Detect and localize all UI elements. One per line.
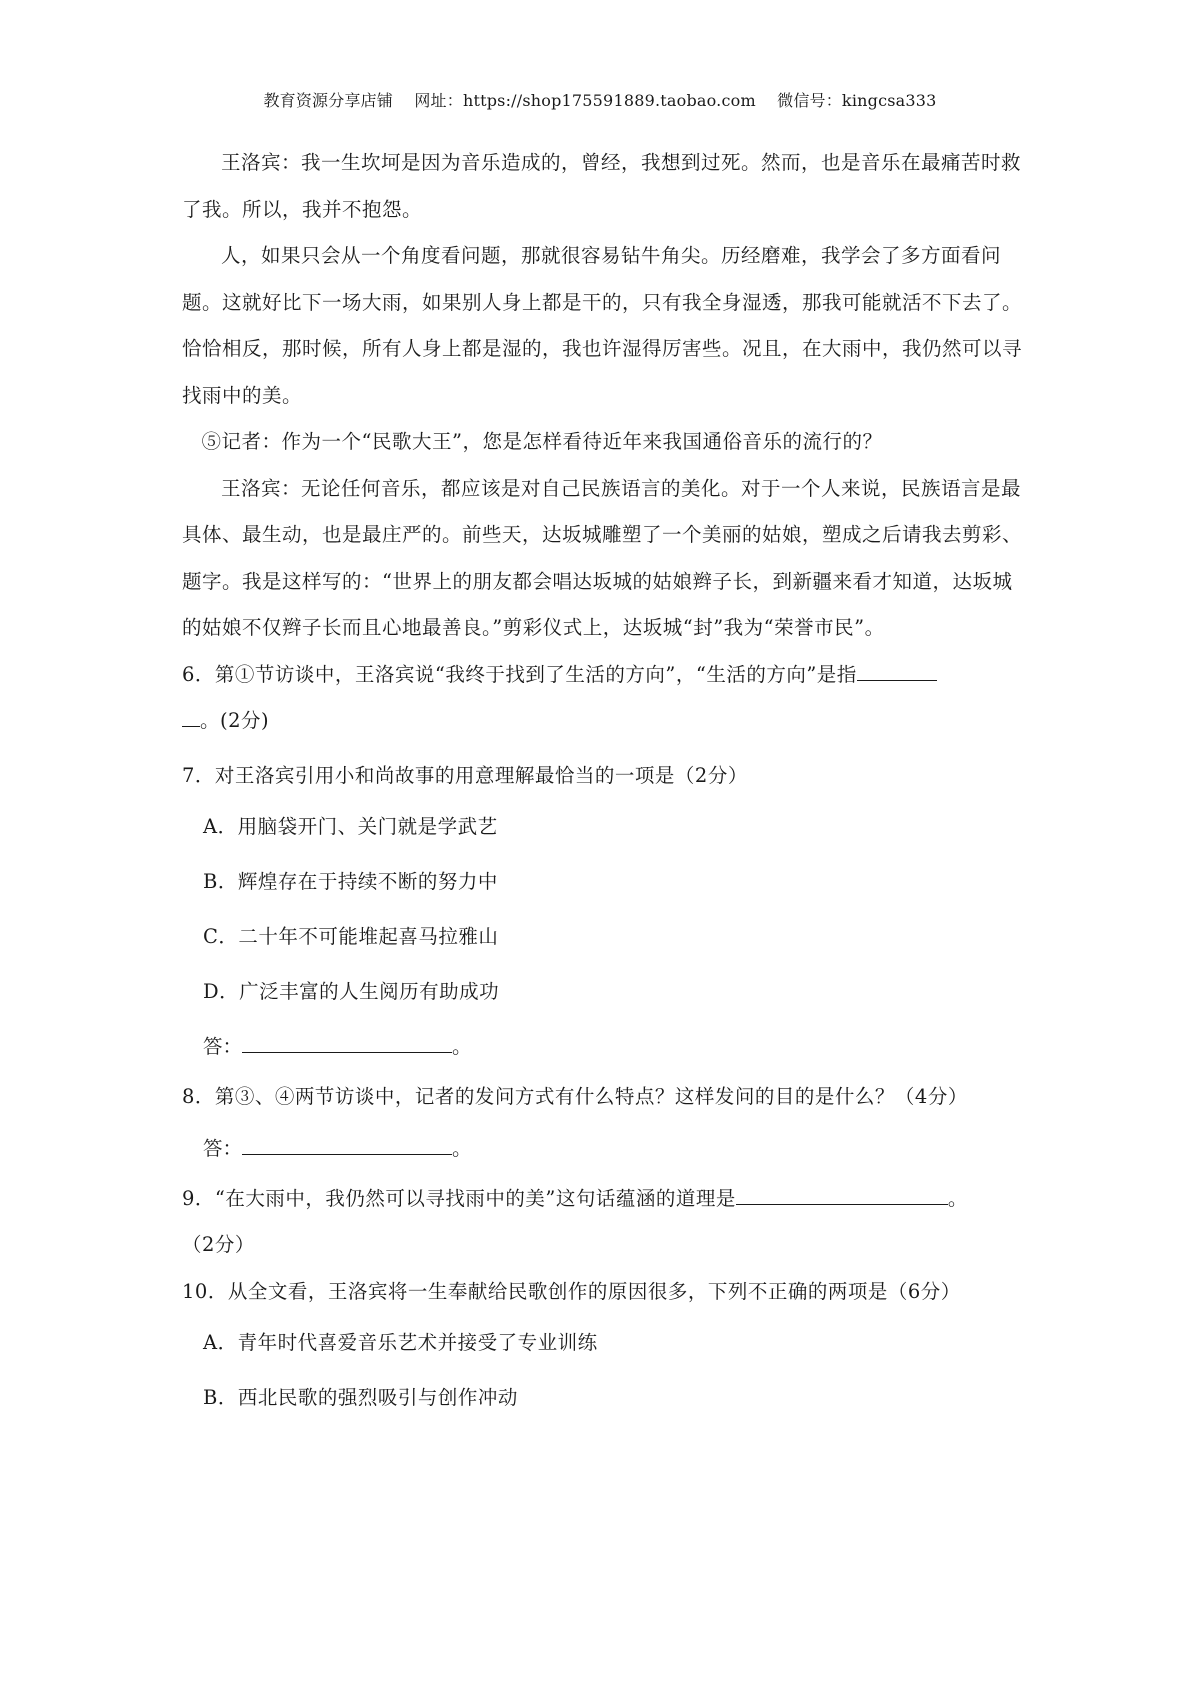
question-7: 7．对王洛宾引用小和尚故事的用意理解最恰当的一项是（2分） [182, 763, 748, 787]
question-10-option-b[interactable]: B．西北民歌的强烈吸引与创作冲动 [203, 1386, 518, 1409]
question-8: 8．第③、④两节访谈中，记者的发问方式有什么特点？这样发问的目的是什么？（4分） [182, 1085, 968, 1108]
question-7-option-b[interactable]: B．辉煌存在于持续不断的努力中 [203, 870, 498, 893]
question-6-blank[interactable] [857, 660, 937, 681]
page-header [0, 88, 1200, 111]
question-10: 10．从全文看，王洛宾将一生奉献给民歌创作的原因很多，下列不正确的两项是（6分） [182, 1279, 961, 1303]
question-7-option-c[interactable]: C．二十年不可能堆起喜马拉雅山 [203, 925, 499, 948]
question-9-blank[interactable] [736, 1184, 948, 1205]
passage-paragraph-2: 人，如果只会从一个角度看问题，那就很容易钻牛角尖。历经磨难，我学会了多方面看问题。这就好比下一场大雨，如果别人身上都是干的，只有我全身湿透，那我可能就活不下去了。恰恰相反，那时候，所有人身上都是湿的，我也许湿得厉害些。况且，在大雨中，我仍然可以寻找雨中的美。 [182, 244, 1023, 407]
question-10-option-a[interactable]: A．青年时代喜爱音乐艺术并接受了专业训练 [203, 1331, 598, 1354]
question-7-option-d[interactable]: D．广泛丰富的人生阅历有助成功 [203, 980, 500, 1003]
document-body [182, 140, 1030, 1425]
header-url: 网址：https://shop175591889.taobao.com [414, 91, 756, 110]
answer-end: 。 [452, 1035, 472, 1058]
answer-label: 答： [203, 1136, 243, 1160]
header-wechat: 微信号：kingcsa333 [777, 91, 937, 110]
question-6-text: 6．第①节访谈中，王洛宾说“我终于找到了生活的方向”，“生活的方向”是指 [182, 662, 857, 686]
answer-end: 。 [452, 1136, 472, 1160]
passage-interview-question-5: ⑤记者：作为一个“民歌大王”，您是怎样看待近年来我国通俗音乐的流行的？ [201, 430, 883, 453]
question-9-end: 。 [947, 1186, 968, 1210]
question-8-answer-blank[interactable] [242, 1134, 452, 1155]
question-6 [182, 652, 1030, 745]
question-7-option-a[interactable]: A．用脑袋开门、关门就是学武艺 [203, 815, 498, 838]
question-6-blank-cont[interactable] [182, 706, 200, 727]
question-7-answer [182, 1019, 1030, 1074]
answer-label: 答： [203, 1035, 243, 1058]
question-7-answer-blank[interactable] [242, 1032, 452, 1053]
question-6-score: 。(2分) [200, 709, 270, 732]
question-9-score: （2分） [182, 1233, 255, 1256]
passage-paragraph-1: 王洛宾：我一生坎坷是因为音乐造成的，曾经，我想到过死。然而，也是音乐在最痛苦时救了我。所以，我并不抱怨。 [182, 151, 1022, 221]
question-9 [182, 1176, 1030, 1269]
passage-paragraph-4: 王洛宾：无论任何音乐，都应该是对自己民族语言的美化。对于一个人来说，民族语言是最具体、最生动，也是最庄严的。前些天，达坂城雕塑了一个美丽的姑娘，塑成之后请我去剪彩、题字。我是这样写的：“世界上的朋友都会唱达坂城的姑娘辫子长，到新疆来看才知道，达坂城的姑娘不仅辫子长而且心地最善良。”剪彩仪式上，达坂城“封”我为“荣誉市民”。 [182, 476, 1023, 639]
question-9-text: 9．“在大雨中，我仍然可以寻找雨中的美”这句话蕴涵的道理是 [182, 1186, 736, 1210]
question-8-answer [182, 1121, 1030, 1176]
header-shop-name: 教育资源分享店铺 [263, 91, 394, 110]
